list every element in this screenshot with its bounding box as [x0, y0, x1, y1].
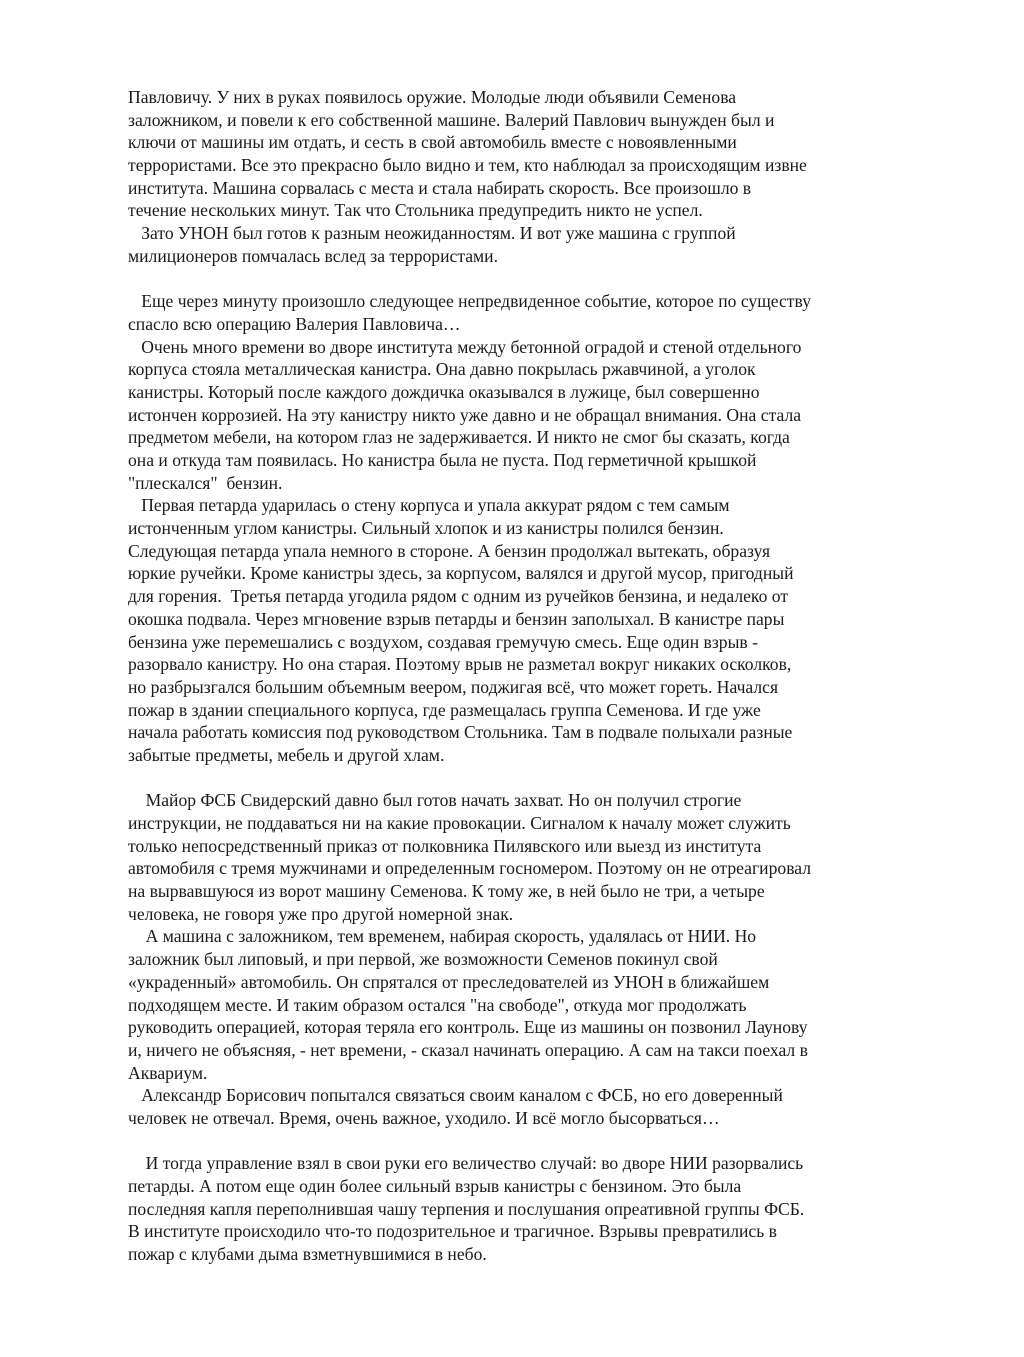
text-block-1 [128, 86, 898, 268]
text-block-4 [128, 1152, 898, 1265]
paragraph-gap [128, 1130, 898, 1153]
text-line: забытые предметы, мебель и другой хлам. [128, 744, 445, 765]
text-line: бензина уже перемешались с воздухом, создавая гремучую смесь. Еще один взрыв - [128, 631, 758, 652]
text-line: но разбрызгался большим объемным веером, поджигая всё, что может гореть. Начался [128, 676, 779, 697]
text-line: пожар с клубами дыма взметнувшимися в небо. [128, 1244, 487, 1265]
text-line: течение нескольких минут. Так что Стольника предупредить никто не успел. [128, 200, 703, 221]
text-line: истончен коррозией. На эту канистру никто уже давно и не обращал внимания. Она стала [128, 404, 802, 425]
text-line: Майор ФСБ Свидерский давно был готов начать захват. Но он получил строгие [128, 790, 742, 811]
text-line: ключи от машины им отдать, и сесть в свой автомобиль вместе с новоявленными [128, 132, 737, 153]
text-line: "плескался" бензин. [128, 472, 283, 493]
text-line: разорвало канистру. Но она старая. Поэтому врыв не разметал вокруг никаких осколков, [128, 654, 792, 675]
text-line: канистры. Который после каждого дождичка оказывался в лужице, был совершенно [128, 381, 760, 402]
text-line: Следующая петарда упала немного в стороне. А бензин продолжал вытекать, образуя [128, 540, 771, 561]
paragraph-gap [128, 268, 898, 291]
text-line: руководить операцией, которая теряла его контроль. Еще из машины он позвонил Лаунову [128, 1017, 808, 1038]
text-line: автомобиля с тремя мужчинами и определенным госномером. Поэтому он не отреагировал [128, 858, 812, 879]
text-line: заложник был липовый, и при первой, же возможности Семенов покинул свой [128, 949, 718, 970]
text-line: «украденный» автомобиль. Он спрятался от преследователей из УНОН в ближайшем [128, 971, 770, 992]
text-line: она и откуда там появилась. Но канистра была не пуста. Под герметичной крышкой [128, 450, 757, 470]
text-line: и, ничего не объясняя, - нет времени, - сказал начинать операцию. А сам на такси поехал в [128, 1039, 808, 1060]
text-line: института. Машина сорвалась с места и стала набирать скорость. Все произошло в [128, 177, 752, 198]
text-line: пожар в здании специального корпуса, где размещалась группа Семенова. И где уже [128, 699, 761, 720]
text-line: спасло всю операцию Валерия Павловича… [128, 313, 461, 334]
text-line: истонченным углом канистры. Сильный хлопок и из канистры полился бензин. [128, 518, 724, 539]
text-line: милиционеров помчалась вслед за террористами. [128, 245, 498, 266]
text-line: только непосредственный приказ от полковника Пилявского или выезд из института [128, 835, 762, 856]
text-line: предметом мебели, на котором глаз не задерживается. И никто не смог бы сказать, когда [128, 427, 790, 448]
text-line: окошка подвала. Через мгновение взрыв петарды и бензин заполыхал. В канистре пары [128, 608, 785, 629]
text-line: инструкции, не поддаваться ни на какие провокации. Сигналом к началу может служить [128, 813, 791, 833]
text-line: подходящем месте. И таким образом остался "на свободе", откуда мог продолжать [128, 994, 747, 1015]
text-line: начала работать комиссия под руководством Стольника. Там в подвале полыхали разные [128, 722, 793, 743]
text-line: И тогда управление взял в свои руки его величество случай: во дворе НИИ разорвались [128, 1153, 804, 1174]
text-block-2 [128, 290, 898, 766]
text-line: последняя капля переполнившая чашу терпения и послушания опреативной группы ФСБ. [128, 1198, 805, 1219]
paragraph-gap [128, 767, 898, 790]
document-page [128, 86, 898, 1266]
text-line: Александр Борисович попытался связаться своим каналом с ФСБ, но его доверенный [128, 1085, 783, 1106]
text-line: В институте происходило что-то подозрительное и трагичное. Взрывы превратились в [128, 1221, 777, 1242]
text-line: Павловичу. У них в руках появилось оружие. Молодые люди объявили Семенова [128, 87, 737, 107]
text-line: Еще через минуту произошло следующее непредвиденное событие, которое по существу [128, 291, 812, 312]
text-line: А машина с заложником, тем временем, набирая скорость, удалялась от НИИ. Но [128, 926, 757, 947]
text-line: Очень много времени во дворе института между бетонной оградой и стеной отдельного [128, 336, 802, 357]
text-line: человек не отвечал. Время, очень важное, уходило. И всё могло бысорваться… [128, 1107, 720, 1128]
text-line: петарды. А потом еще один более сильный взрыв канистры с бензином. Это была [128, 1176, 742, 1196]
text-block-3 [128, 789, 898, 1129]
text-line: террористами. Все это прекрасно было видно и тем, кто наблюдал за происходящим извне [128, 155, 807, 176]
text-line: на вырвавшуюся из ворот машину Семенова. К тому же, в ней было не три, а четыре [128, 881, 765, 902]
text-line: юркие ручейки. Кроме канистры здесь, за корпусом, валялся и другой мусор, пригодный [128, 563, 794, 584]
text-line: для горения. Третья петарда угодила рядом с одним из ручейков бензина, и недалеко от [128, 586, 789, 607]
text-line: корпуса стояла металлическая канистра. Она давно покрылась ржавчиной, а уголок [128, 359, 756, 380]
text-line: Первая петарда ударилась о стену корпуса и упала аккурат рядом с тем самым [128, 495, 730, 516]
text-line: Зато УНОН был готов к разным неожиданностям. И вот уже машина с группой [128, 223, 736, 244]
text-line: заложником, и повели к его собственной машине. Валерий Павлович вынужден был и [128, 109, 775, 130]
text-line: человека, не говоря уже про другой номерной знак. [128, 903, 514, 924]
text-line: Аквариум. [128, 1062, 208, 1083]
